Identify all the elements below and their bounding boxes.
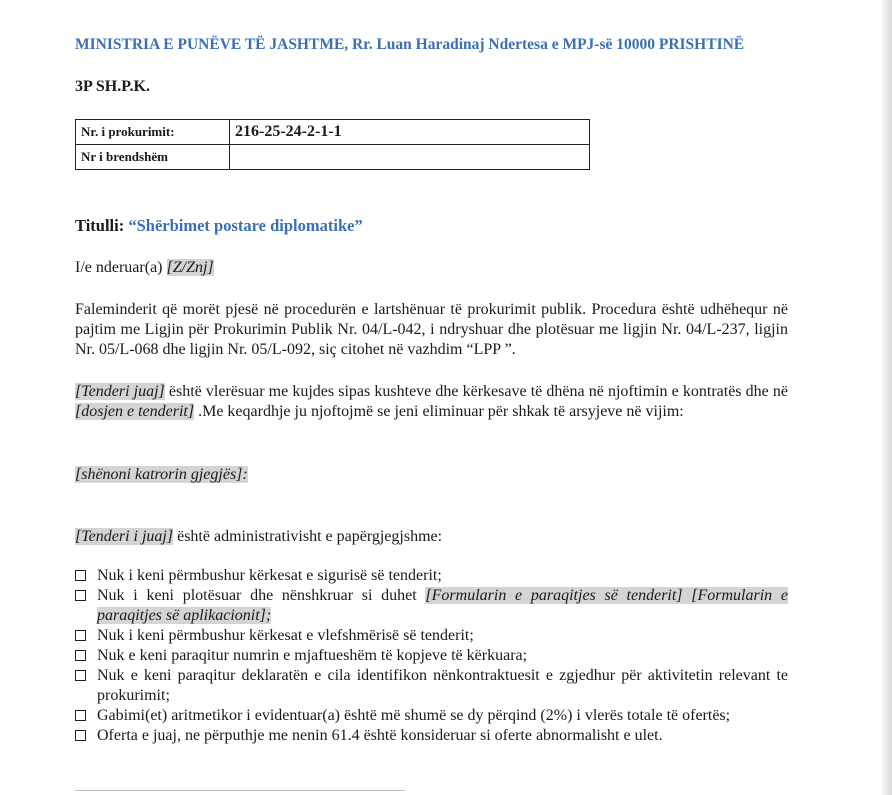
page-divider [75, 790, 405, 791]
evaluation-text-2: .Me keqardhje ju njoftojmë se jeni eliminuar për shkak të arsyjeve në vijim: [194, 403, 684, 420]
evaluation-text-1: është vlerësuar me kujdes sipas kushteve dhe kërkesave të dhëna në njoftimin e kontratës dhe në [164, 383, 788, 400]
tender-placeholder: [Tenderi juaj] [75, 383, 165, 400]
procurement-number-value: 216-25-24-2-1-1 [230, 120, 590, 145]
checkbox[interactable] [75, 650, 86, 661]
checklist-item [75, 646, 788, 666]
procurement-table [75, 119, 590, 170]
section-heading [75, 527, 788, 547]
page-edge-shadow [882, 0, 892, 795]
table-row [76, 145, 590, 170]
intro-paragraph: Faleminderit që morët pjesë në procedurën e lartshënuar të prokurimit publik. Procedura është udhëhequr në pajtim me Ligjin për Prokurimin Publik Nr. 04/L-042, i ndryshuar dhe plotësuar me ligjin Nr. 04/L-237, ligjin Nr. 05/L-068 dhe ligjin Nr. 05/L-092, siç citohet në vazhdim “LPP ”. [75, 301, 788, 358]
section-text: është administrativisht e papërgjegjshme: [173, 528, 443, 545]
salutation-text: I/e nderuar(a) [75, 259, 167, 276]
checklist-item [75, 566, 788, 586]
checkbox[interactable] [75, 630, 86, 641]
checkbox[interactable] [75, 670, 86, 681]
checklist-item [75, 726, 788, 746]
title-prefix: Titulli: [75, 216, 125, 235]
instruction-line [75, 465, 788, 485]
salutation [75, 258, 788, 278]
checklist-item [75, 666, 788, 706]
document-title [75, 216, 363, 236]
company-name: 3P SH.P.K. [75, 78, 150, 95]
checklist-item-text: Nuk i keni përmbushur kërkesat e sigurisë së tenderit; [97, 567, 442, 584]
checklist-item-text: Nuk i keni përmbushur kërkesat e vlefshmërisë së tenderit; [97, 627, 474, 644]
section-placeholder: [Tenderi i juaj] [75, 528, 174, 545]
checkbox[interactable] [75, 710, 86, 721]
checklist-item [75, 706, 788, 726]
internal-number-value [230, 145, 590, 170]
tender-dossier-placeholder: [dosjen e tenderit] [75, 403, 195, 420]
procurement-number-label: Nr. i prokurimit: [76, 120, 230, 145]
checklist-item [75, 586, 788, 626]
form-placeholder: [Formularin e paraqitjes së tenderit] [Formularin e paraqitjes së aplikacionit]; [97, 587, 788, 624]
checklist-item-text: Oferta e juaj, ne përputhje me nenin 61.4 është konsideruar si oferte abnormalisht e ulet. [97, 727, 663, 744]
checklist-item [75, 626, 788, 646]
checkbox[interactable] [75, 590, 86, 601]
ministry-header: MINISTRIA E PUNËVE TË JASHTME, Rr. Luan Haradinaj Ndertesa e MPJ-së 10000 PRISHTINË [75, 36, 745, 53]
checkbox[interactable] [75, 570, 86, 581]
internal-number-label: Nr i brendshëm [76, 145, 230, 170]
table-row [76, 120, 590, 145]
checklist-item-text: Nuk i keni plotësuar dhe nënshkruar si duhet [97, 587, 426, 604]
evaluation-paragraph [75, 382, 788, 422]
checklist-item-text: Nuk e keni paraqitur numrin e mjaftueshëm të kopjeve të kërkuara; [97, 647, 528, 664]
checkbox[interactable] [75, 730, 86, 741]
instruction-placeholder: [shënoni katrorin gjegjës]: [75, 466, 248, 483]
checklist-item-text: Gabimi(et) aritmetikor i evidentuar(a) është më shumë se dy përqind (2%) i vlerës totale të ofertës; [97, 707, 731, 724]
checklist-item-text: Nuk e keni paraqitur deklaratën e cila identifikon nënkontraktuesit e zgjedhur për aktivitetin relevant te prokurimit; [97, 667, 788, 704]
elimination-checklist [75, 566, 788, 746]
salutation-placeholder: [Z/Znj] [166, 259, 214, 276]
title-text: “Shërbimet postare diplomatike” [128, 216, 363, 235]
